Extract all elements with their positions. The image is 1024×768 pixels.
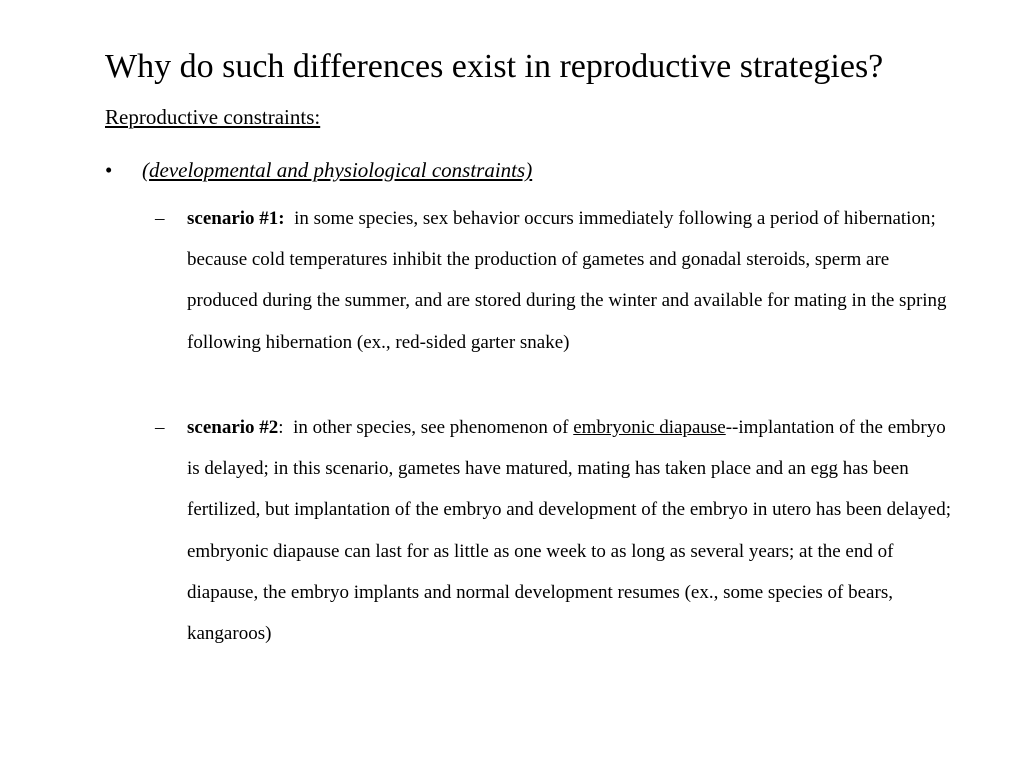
scenario-2-text-before: : in other species, see phenomenon of xyxy=(278,417,574,438)
dash-marker: – xyxy=(155,208,165,229)
slide-title: Why do such differences exist in reproductive strategies? xyxy=(105,48,884,85)
scenario-1-label: scenario #1: xyxy=(187,208,285,229)
scenario-2-label: scenario #2 xyxy=(187,417,279,438)
bullet-text: (developmental and physiological constraints) xyxy=(142,158,533,182)
bullet-marker: • xyxy=(105,158,113,182)
scenario-2-text-after: --implantation of the embryo is delayed; in this scenario, gametes have matured, mating has taken place and an egg has been fertilized, but implantation of the embryo and development of the embryo in utero has been delayed; embryonic diapause can last for as little as one week to as long as several years; at the end of diapause, the embryo implants and normal development resumes (ex., some species of bears, kangaroos) xyxy=(187,417,951,645)
scenario-1-item xyxy=(155,198,955,363)
scenario-2-body xyxy=(187,407,952,654)
scenario-2-item xyxy=(155,407,955,654)
dash-marker: – xyxy=(155,417,165,438)
scenario-1-body xyxy=(187,198,952,363)
scenario-1-text: in some species, sex behavior occurs immediately following a period of hibernation; because cold temperatures inhibit the production of gametes and gonadal steroids, sperm are produced during the summer, and are stored during the winter and available for mating in the spring following hibernation (ex., red-sided garter snake) xyxy=(187,208,952,353)
embryonic-diapause-term: embryonic diapause xyxy=(573,417,726,438)
bullet-item xyxy=(105,156,532,184)
section-heading: Reproductive constraints: xyxy=(105,105,321,129)
